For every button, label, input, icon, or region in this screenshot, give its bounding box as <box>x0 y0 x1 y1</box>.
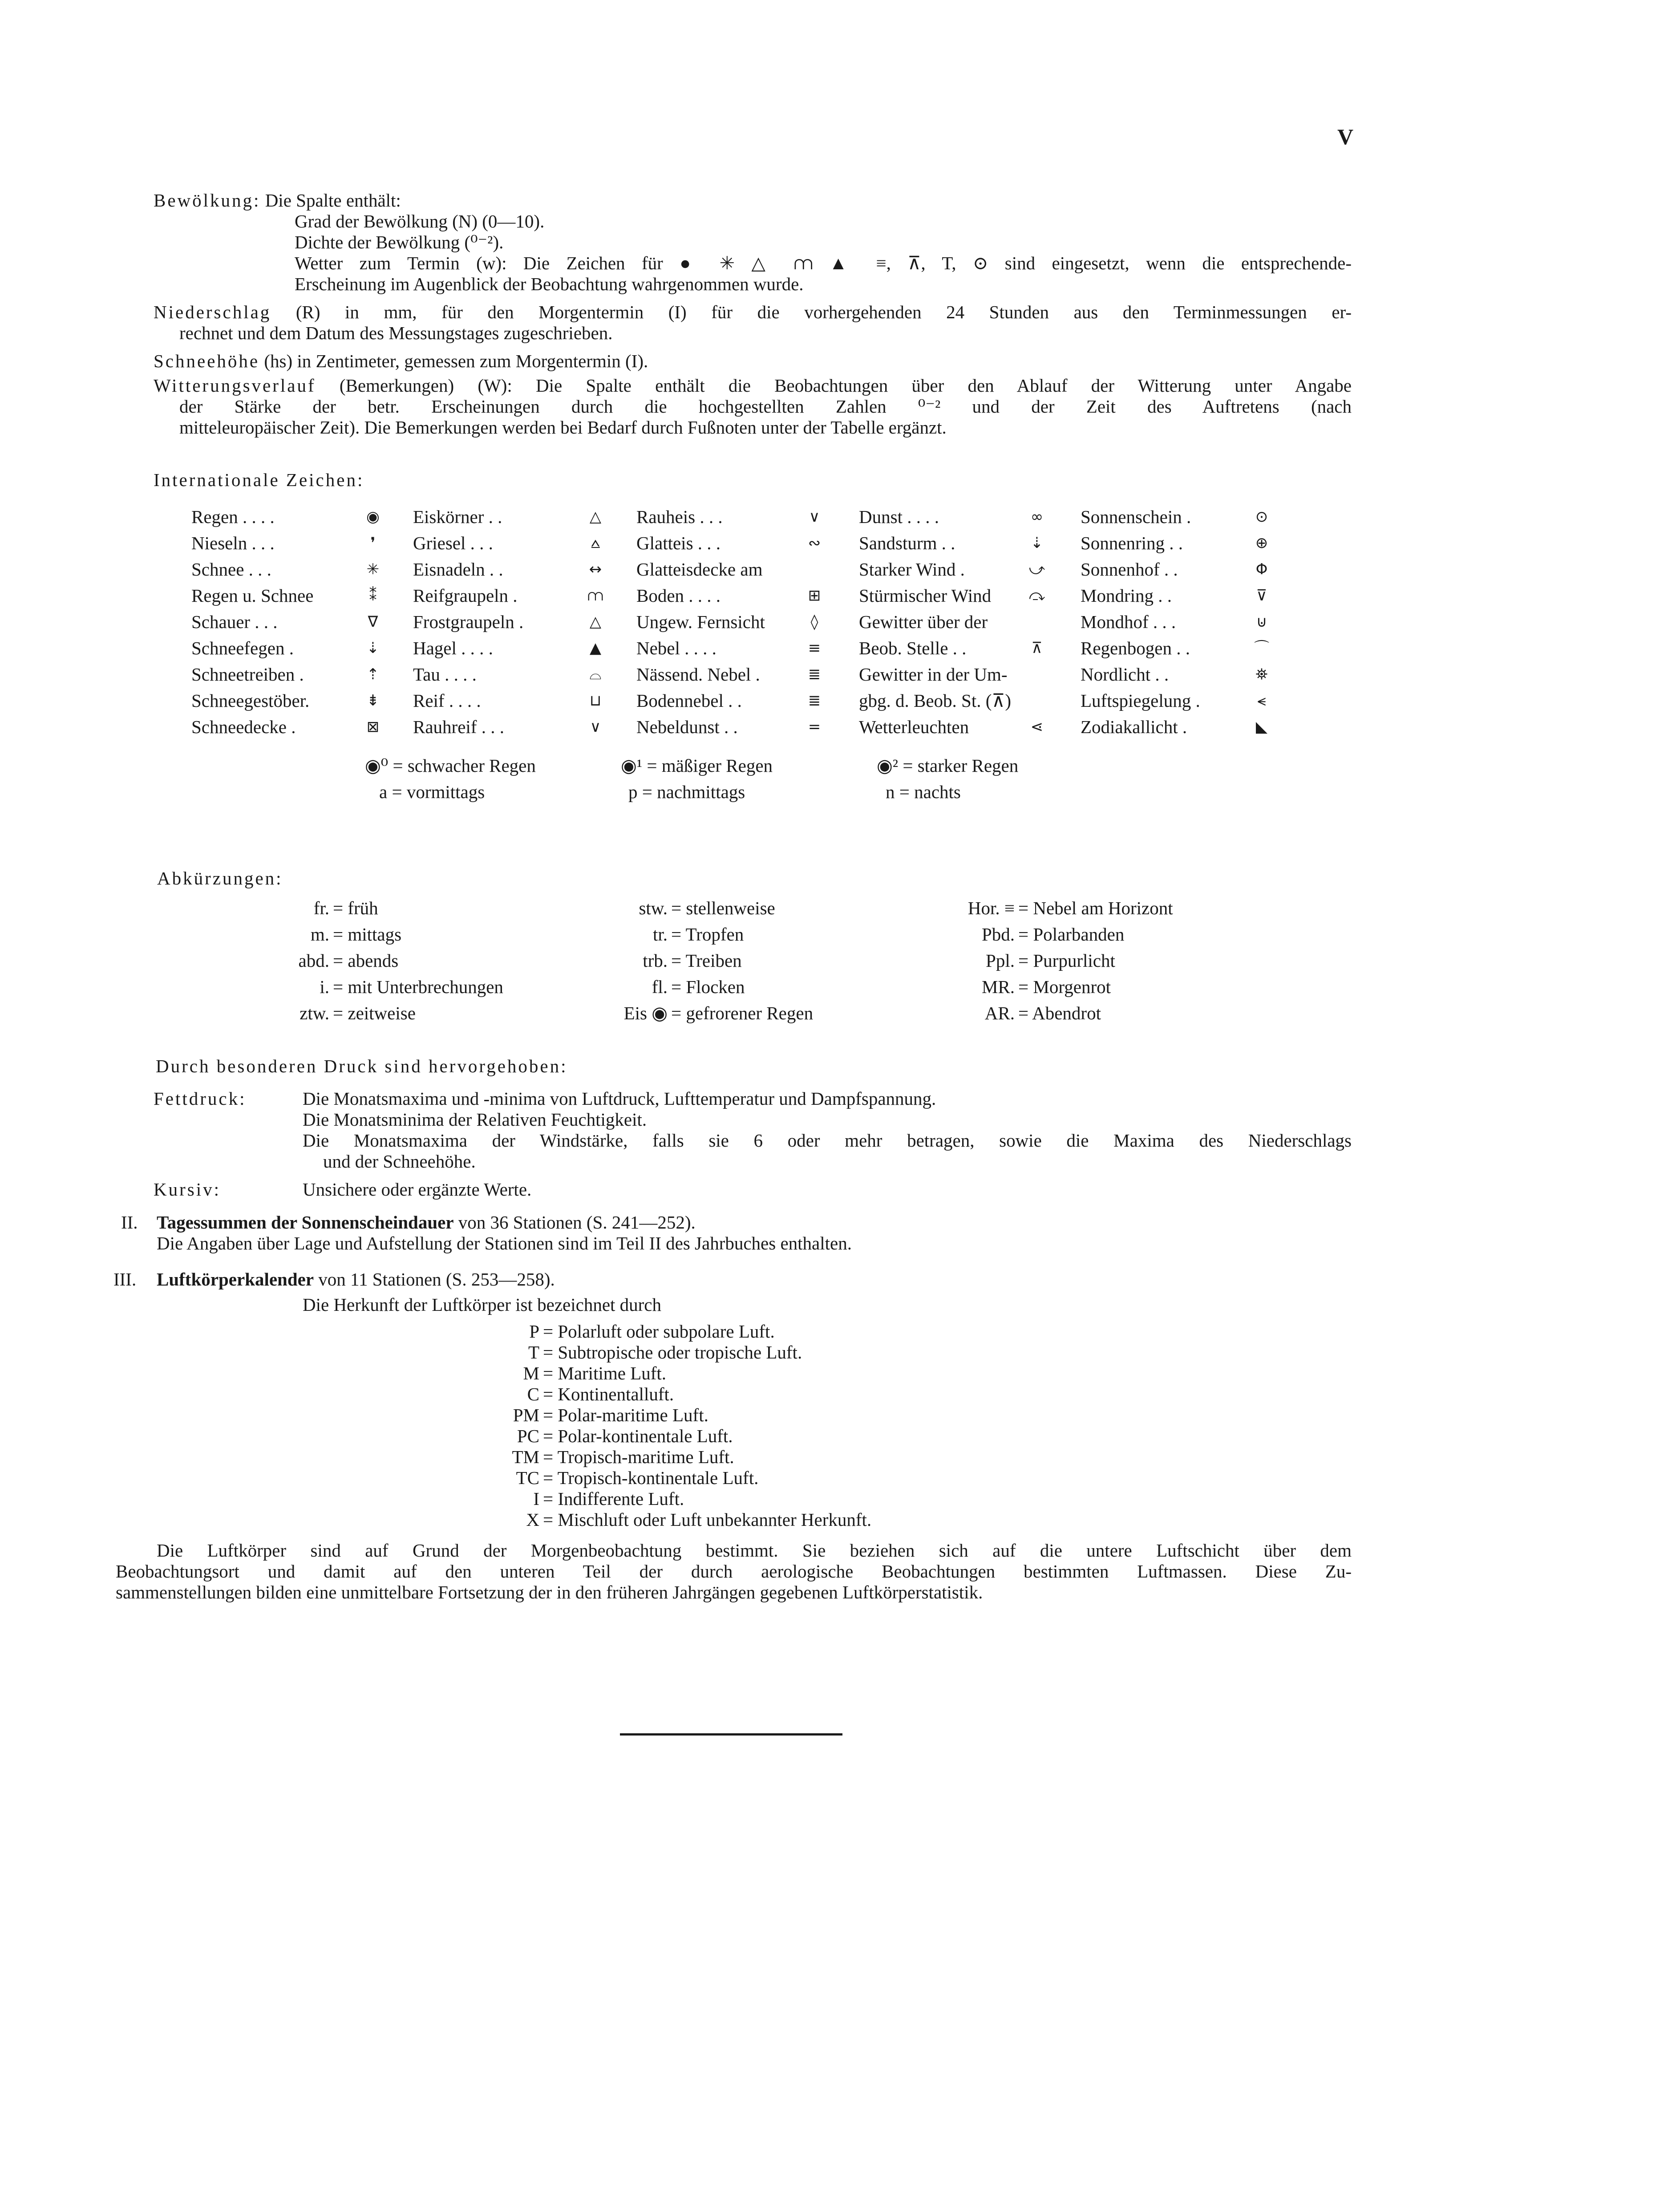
niederschlag-line1: (R) in mm, für den Morgentermin (I) für die vorhergehenden 24 Stunden aus den Terminmessungen er- <box>296 302 1352 322</box>
airmass-value: = Polar-maritime Luft. <box>543 1405 708 1425</box>
time-morning: a = vormittags <box>379 782 485 802</box>
section-iii-closing3: sammenstellungen bilden eine unmittelbare Fortsetzung der in den früheren Jahrgängen gegebenen Luftkörperstatistik. <box>116 1582 983 1602</box>
witterungsverlauf-label: Witterungsverlauf <box>154 375 316 396</box>
intl-sign-label: Gewitter über der <box>859 612 988 632</box>
abbrev-key: m. <box>310 924 329 945</box>
airmass-value: = Tropisch-kontinentale Luft. <box>543 1468 759 1488</box>
intl-sign-label: Ungew. Fernsicht <box>636 612 765 632</box>
intl-sign-label: Schneetreiben . <box>191 664 304 685</box>
eisnadeln-icon: ↔ <box>589 560 602 578</box>
schneefegen-icon: ⇣ <box>366 639 380 657</box>
intl-sign-label: gbg. d. Beob. St. (⊼) <box>859 690 1012 711</box>
time-afternoon: p = nachmittags <box>628 782 745 802</box>
intl-sign-label: Sonnenhof . . <box>1081 559 1178 580</box>
intensity-weak: ◉⁰ = schwacher Regen <box>365 755 536 776</box>
nordlicht-icon: ⛯ <box>1255 665 1268 683</box>
schauer-icon: ∇ <box>368 613 378 631</box>
stuermischer-wind-icon: ⤼ <box>1028 587 1045 604</box>
luftspiegelung-icon: ⪪ <box>1257 692 1266 710</box>
airmass-key: P <box>529 1321 539 1342</box>
airmass-key: TC <box>516 1468 539 1488</box>
abbrev-value: = Polarbanden <box>1018 924 1125 945</box>
airmass-key: M <box>523 1363 539 1383</box>
abbrev-value: = gefrorener Regen <box>671 1003 814 1023</box>
intl-sign-label: Mondhof . . . <box>1081 612 1176 632</box>
section-ii-rest: von 36 Stationen (S. 241—252). <box>458 1212 696 1233</box>
intl-sign-label: Nordlicht . . <box>1081 664 1169 685</box>
airmass-value: = Maritime Luft. <box>543 1363 667 1383</box>
airmass-value: = Polarluft oder subpolare Luft. <box>543 1321 775 1342</box>
abbrev-value: = zeitweise <box>333 1003 416 1023</box>
intl-sign-label: Zodiakallicht . <box>1081 717 1187 737</box>
abbrev-key: abd. <box>298 950 329 971</box>
frostgraupeln-icon: △ <box>589 613 602 631</box>
schneehoehe-text: (hs) in Zentimeter, gemessen zum Morgentermin (I). <box>264 351 648 371</box>
reifgraupeln-icon: ⩋ <box>587 587 603 604</box>
fettdruck-line1: Die Monatsmaxima und -minima von Luftdruck, Lufttemperatur und Dampfspannung. <box>303 1088 936 1109</box>
intl-sign-label: Glatteis . . . <box>636 533 721 553</box>
abbrev-key: MR. <box>981 977 1015 997</box>
intl-sign-label: Glatteisdecke am <box>636 559 763 580</box>
bewoelkung-line4: Erscheinung im Augenblick der Beobachtung wahrgenommen wurde. <box>295 274 804 294</box>
intl-sign-label: Nieseln . . . <box>191 533 275 553</box>
intl-sign-label: Hagel . . . . <box>413 638 493 658</box>
intensity-strong: ◉² = starker Regen <box>877 755 1019 776</box>
schneetreiben-icon: ⇡ <box>366 665 380 683</box>
regenbogen-icon: ⌒ <box>1254 639 1269 657</box>
intl-sign-label: Gewitter in der Um- <box>859 664 1008 685</box>
intl-sign-label: Mondring . . <box>1081 585 1172 606</box>
airmass-value: = Polar-kontinentale Luft. <box>543 1426 733 1446</box>
witterungsverlauf-line3: mitteleuropäischer Zeit). Die Bemerkungen werden bei Bedarf durch Fußnoten unter der Tabelle ergänzt. <box>179 417 947 438</box>
intl-sign-label: Frostgraupeln . <box>413 612 524 632</box>
wetterleuchten-icon: ⋖ <box>1030 718 1044 736</box>
intl-sign-label: Stürmischer Wind <box>859 585 992 606</box>
abbrev-key: tr. <box>652 924 668 945</box>
sandsturm-icon: ⇣ <box>1030 534 1044 552</box>
schneehoehe-label: Schneehöhe <box>154 351 260 371</box>
section-iii-num: III. <box>113 1269 137 1290</box>
intl-sign-label: Luftspiegelung . <box>1081 690 1200 711</box>
intl-sign-label: Sonnenschein . <box>1081 507 1191 527</box>
intl-sign-label: Eiskörner . . <box>413 507 502 527</box>
intl-sign-label: Regen u. Schnee <box>191 585 314 606</box>
kursiv-text: Unsichere oder ergänzte Werte. <box>303 1179 532 1200</box>
gewitter-icon: ⊼ <box>1031 639 1043 657</box>
intl-sign-label: Starker Wind . <box>859 559 965 580</box>
intl-sign-label: Regenbogen . . <box>1081 638 1190 658</box>
sonnenhof-icon: Φ <box>1255 560 1268 578</box>
fettdruck-line3: Die Monatsmaxima der Windstärke, falls sie 6 oder mehr betragen, sowie die Maxima des Niederschlags <box>303 1130 1352 1151</box>
intl-sign-label: Tau . . . . <box>413 664 477 685</box>
section-iii-closing1: Die Luftkörper sind auf Grund der Morgenbeobachtung bestimmt. Sie beziehen sich auf die untere Luftschicht über dem <box>157 1540 1352 1561</box>
mondhof-icon: ⊍ <box>1256 613 1267 631</box>
airmass-key: PM <box>513 1405 539 1425</box>
abbrev-key: Ppl. <box>986 950 1015 971</box>
end-rule <box>620 1733 842 1736</box>
abbrev-key: i. <box>320 977 329 997</box>
niederschlag-line2: rechnet und dem Datum des Messungstages zugeschrieben. <box>179 323 613 343</box>
eiskoerner-icon: △ <box>589 508 602 526</box>
intl-sign-label: Bodennebel . . <box>636 690 742 711</box>
definition-schneehoehe <box>154 351 648 372</box>
airmass-key: X <box>526 1509 539 1530</box>
section-ii-title: Tagessummen der Sonnenscheindauer <box>157 1212 454 1233</box>
intl-sign-label: Sandsturm . . <box>859 533 955 553</box>
nebel-icon: ≡ <box>808 639 821 657</box>
airmass-key: I <box>533 1488 539 1509</box>
intl-sign-label: Reifgraupeln . <box>413 585 518 606</box>
airmass-key: T <box>528 1342 539 1363</box>
intl-sign-label: Sonnenring . . <box>1081 533 1183 553</box>
naessend-nebel-icon: ≣ <box>808 665 821 683</box>
fettdruck-line2: Die Monatsminima der Relativen Feuchtigkeit. <box>303 1109 647 1130</box>
abbrev-value: = Flocken <box>671 977 745 997</box>
abbrev-value: = früh <box>333 898 378 918</box>
intl-sign-label: Rauheis . . . <box>636 507 723 527</box>
fettdruck-label: Fettdruck: <box>154 1088 247 1109</box>
regen-icon: ◉ <box>366 508 380 526</box>
abbrev-key: fr. <box>313 898 329 918</box>
rauheis-icon: ∨ <box>809 508 820 526</box>
abbrev-key: Hor. ≡ <box>968 898 1015 918</box>
abbrev-value: = Abendrot <box>1018 1003 1101 1023</box>
airmass-value: = Tropisch-maritime Luft. <box>543 1447 734 1467</box>
sonnenschein-icon: ⊙ <box>1255 508 1268 526</box>
regen-und-schnee-icon: ⁑ <box>369 587 377 604</box>
intensity-moderate: ◉¹ = mäßiger Regen <box>621 755 773 776</box>
abbrev-key: ztw. <box>300 1003 329 1023</box>
intl-sign-label: Nässend. Nebel . <box>636 664 760 685</box>
airmass-value: = Mischluft oder Luft unbekannter Herkunft. <box>543 1509 872 1530</box>
abbrev-value: = Tropfen <box>671 924 744 945</box>
abbrev-value: = mit Unterbrechungen <box>333 977 503 997</box>
intl-sign-label: Reif . . . . <box>413 690 481 711</box>
section-iii-intro: Die Herkunft der Luftkörper ist bezeichnet durch <box>303 1294 662 1315</box>
kursiv-label: Kursiv: <box>154 1179 221 1200</box>
abbrev-key: stw. <box>639 898 668 918</box>
zodiakallicht-icon: ◣ <box>1255 718 1268 736</box>
bewoelkung-intro: Die Spalte enthält: <box>265 190 401 211</box>
abbrev-value: = stellenweise <box>671 898 775 918</box>
intl-sign-label: Schauer . . . <box>191 612 278 632</box>
sonnenring-icon: ⊕ <box>1255 534 1268 552</box>
intl-sign-label: Beob. Stelle . . <box>859 638 967 658</box>
intl-sign-label: Dunst . . . . <box>859 507 939 527</box>
intl-sign-label: Griesel . . . <box>413 533 493 553</box>
abbrev-value: = Purpurlicht <box>1018 950 1115 971</box>
abbrev-key: Pbd. <box>981 924 1015 945</box>
intl-sign-label: Regen . . . . <box>191 507 275 527</box>
airmass-value: = Indifferente Luft. <box>543 1488 684 1509</box>
abbrev-value: = Nebel am Horizont <box>1018 898 1173 918</box>
abbrev-key: fl. <box>652 977 668 997</box>
airmass-key: C <box>527 1384 539 1404</box>
intl-sign-label: Eisnadeln . . <box>413 559 503 580</box>
page-number: V <box>1337 124 1354 149</box>
bewoelkung-line1: Grad der Bewölkung (N) (0—10). <box>295 211 545 231</box>
tau-icon: ⌓ <box>589 665 602 683</box>
intl-sign-label: Schneefegen . <box>191 638 294 658</box>
witterungsverlauf-line1: (Bemerkungen) (W): Die Spalte enthält die Beobachtungen über den Ablauf der Witterung unter Angabe <box>339 375 1352 396</box>
bodennebel-icon: ≣ <box>808 692 821 710</box>
abbrev-value: = Morgenrot <box>1018 977 1111 997</box>
intl-sign-label: Schneegestöber. <box>191 690 310 711</box>
reif-icon: ⊔ <box>589 692 602 710</box>
glatteisdecke-icon: ⊞ <box>808 587 821 604</box>
nieseln-icon: ❜ <box>370 534 376 552</box>
griesel-icon: ⩟ <box>591 534 600 552</box>
hagel-icon: ▲ <box>589 639 602 657</box>
abbrev-key: AR. <box>984 1003 1015 1023</box>
airmass-key: PC <box>517 1426 539 1446</box>
abbreviations-heading: Abkürzungen: <box>157 868 283 888</box>
rauhreif-icon: ∨ <box>590 718 601 736</box>
fernsicht-icon: ◊ <box>810 613 818 631</box>
bewoelkung-label: Bewölkung: <box>154 190 261 211</box>
time-night: n = nachts <box>886 782 961 802</box>
intl-sign-label: Nebel . . . . <box>636 638 717 658</box>
intl-sign-label: Rauhreif . . . <box>413 717 504 737</box>
emphasis-heading: Durch besonderen Druck sind hervorgehoben: <box>156 1056 568 1076</box>
bewoelkung-line3: Wetter zum Termin (w): Die Zeichen für ● ✳ △ ⩋ ▲ ≡, ⊼, T, ⊙ sind eingesetzt, wenn die entsprechende- <box>295 253 1352 273</box>
schneedecke-icon: ⊠ <box>366 718 380 736</box>
section-iii-rest: von 11 Stationen (S. 253—258). <box>318 1269 555 1290</box>
schneegestoeber-icon: ⇟ <box>366 692 380 710</box>
airmass-key: TM <box>512 1447 539 1467</box>
section-ii-num: II. <box>121 1212 138 1233</box>
abbrev-value: = abends <box>333 950 399 971</box>
fettdruck-line4: und der Schneehöhe. <box>323 1151 476 1172</box>
section-iii-title: Luftkörperkalender <box>157 1269 314 1290</box>
intl-sign-label: Wetterleuchten <box>859 717 969 737</box>
airmass-value: = Kontinentalluft. <box>543 1384 674 1404</box>
niederschlag-label: Niederschlag <box>154 302 271 322</box>
dunst-icon: ∞ <box>1030 508 1044 526</box>
intl-sign-label: Nebeldunst . . <box>636 717 738 737</box>
intl-sign-label: Boden . . . . <box>636 585 721 606</box>
mondring-icon: ⊽ <box>1256 587 1267 604</box>
abbrev-value: = mittags <box>333 924 402 945</box>
abbrev-key: Eis ◉ <box>623 1003 668 1023</box>
intl-sign-label: Schnee . . . <box>191 559 271 580</box>
nebeldunst-icon: = <box>808 718 821 736</box>
glatteis-icon: ∾ <box>808 534 821 552</box>
starker-wind-icon: ⤻ <box>1028 560 1045 578</box>
bewoelkung-line2: Dichte der Bewölkung (⁰⁻²). <box>295 232 504 252</box>
intl-signs-heading: Internationale Zeichen: <box>154 470 364 490</box>
section-ii-line2: Die Angaben über Lage und Aufstellung der Stationen sind im Teil II des Jahrbuches enthalten. <box>157 1233 852 1253</box>
schnee-icon: ✳ <box>366 560 380 578</box>
intl-sign-label: Schneedecke . <box>191 717 296 737</box>
airmass-value: = Subtropische oder tropische Luft. <box>543 1342 802 1363</box>
abbrev-key: trb. <box>643 950 668 971</box>
abbrev-value: = Treiben <box>671 950 742 971</box>
section-iii-closing2: Beobachtungsort und damit auf den unteren Teil der durch aerologische Beobachtungen bestimmten Luftmassen. Diese Zu- <box>116 1561 1352 1582</box>
witterungsverlauf-line2: der Stärke der betr. Erscheinungen durch die hochgestellten Zahlen ⁰⁻² und der Zeit des Auftretens (nach <box>179 396 1352 417</box>
